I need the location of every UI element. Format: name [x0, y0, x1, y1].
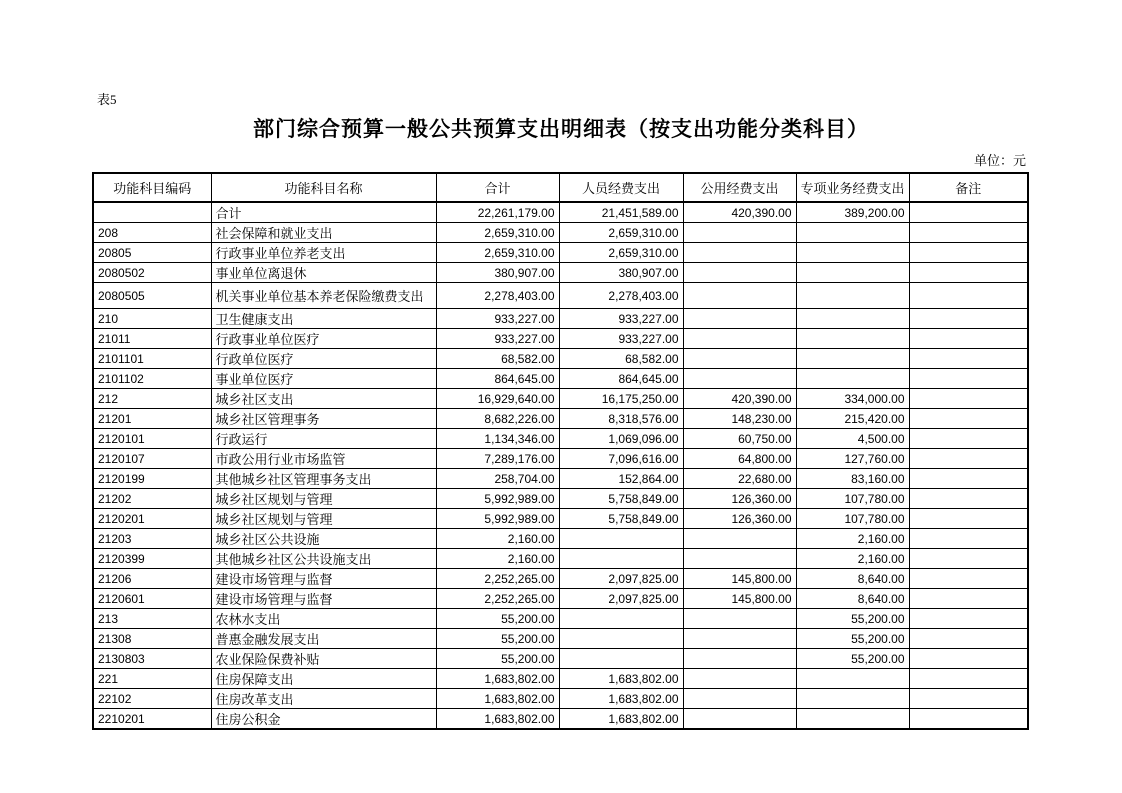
total-cell: 933,227.00 — [436, 309, 559, 329]
total-cell: 864,645.00 — [436, 369, 559, 389]
personnel-expense-cell: 68,582.00 — [559, 349, 683, 369]
public-expense-cell — [683, 283, 796, 309]
total-cell: 2,659,310.00 — [436, 223, 559, 243]
budget-table — [92, 172, 1029, 730]
total-cell: 380,907.00 — [436, 263, 559, 283]
special-expense-cell — [796, 309, 909, 329]
table-row — [93, 349, 1028, 369]
table-row — [93, 649, 1028, 669]
header-public-expense: 公用经费支出 — [683, 173, 796, 202]
public-expense-cell — [683, 689, 796, 709]
public-expense-cell — [683, 609, 796, 629]
code-cell — [93, 202, 211, 223]
total-cell: 2,252,265.00 — [436, 589, 559, 609]
public-expense-cell — [683, 369, 796, 389]
public-expense-cell — [683, 709, 796, 730]
total-cell: 2,160.00 — [436, 529, 559, 549]
header-personnel-expense: 人员经费支出 — [559, 173, 683, 202]
remarks-cell — [909, 589, 1028, 609]
personnel-expense-cell: 152,864.00 — [559, 469, 683, 489]
personnel-expense-cell: 380,907.00 — [559, 263, 683, 283]
name-cell: 农业保险保费补贴 — [211, 649, 436, 669]
public-expense-cell — [683, 263, 796, 283]
header-function-code: 功能科目编码 — [93, 173, 211, 202]
personnel-expense-cell: 1,683,802.00 — [559, 709, 683, 730]
special-expense-cell — [796, 329, 909, 349]
table-row — [93, 689, 1028, 709]
remarks-cell — [909, 449, 1028, 469]
total-cell: 16,929,640.00 — [436, 389, 559, 409]
total-cell: 55,200.00 — [436, 609, 559, 629]
code-cell: 2120199 — [93, 469, 211, 489]
name-cell: 住房保障支出 — [211, 669, 436, 689]
code-cell: 212 — [93, 389, 211, 409]
special-expense-cell: 127,760.00 — [796, 449, 909, 469]
personnel-expense-cell: 2,278,403.00 — [559, 283, 683, 309]
remarks-cell — [909, 669, 1028, 689]
public-expense-cell: 420,390.00 — [683, 389, 796, 409]
code-cell: 20805 — [93, 243, 211, 263]
header-special-expense: 专项业务经费支出 — [796, 173, 909, 202]
table-row — [93, 549, 1028, 569]
remarks-cell — [909, 369, 1028, 389]
personnel-expense-cell: 8,318,576.00 — [559, 409, 683, 429]
code-cell: 213 — [93, 609, 211, 629]
table-body — [93, 202, 1028, 729]
public-expense-cell — [683, 243, 796, 263]
remarks-cell — [909, 283, 1028, 309]
table-row — [93, 669, 1028, 689]
special-expense-cell: 389,200.00 — [796, 202, 909, 223]
public-expense-cell: 145,800.00 — [683, 589, 796, 609]
table-row — [93, 469, 1028, 489]
public-expense-cell: 64,800.00 — [683, 449, 796, 469]
remarks-cell — [909, 329, 1028, 349]
table-row — [93, 283, 1028, 309]
code-cell: 2120601 — [93, 589, 211, 609]
name-cell: 卫生健康支出 — [211, 309, 436, 329]
remarks-cell — [909, 549, 1028, 569]
name-cell: 社会保障和就业支出 — [211, 223, 436, 243]
personnel-expense-cell: 933,227.00 — [559, 309, 683, 329]
special-expense-cell: 8,640.00 — [796, 589, 909, 609]
special-expense-cell — [796, 669, 909, 689]
code-cell: 22102 — [93, 689, 211, 709]
remarks-cell — [909, 709, 1028, 730]
total-cell: 258,704.00 — [436, 469, 559, 489]
code-cell: 21206 — [93, 569, 211, 589]
total-cell: 8,682,226.00 — [436, 409, 559, 429]
public-expense-cell: 126,360.00 — [683, 489, 796, 509]
table-row — [93, 529, 1028, 549]
public-expense-cell: 60,750.00 — [683, 429, 796, 449]
special-expense-cell: 55,200.00 — [796, 629, 909, 649]
remarks-cell — [909, 223, 1028, 243]
name-cell: 其他城乡社区管理事务支出 — [211, 469, 436, 489]
special-expense-cell — [796, 369, 909, 389]
table-row — [93, 223, 1028, 243]
special-expense-cell: 55,200.00 — [796, 609, 909, 629]
name-cell: 住房改革支出 — [211, 689, 436, 709]
special-expense-cell: 8,640.00 — [796, 569, 909, 589]
public-expense-cell — [683, 669, 796, 689]
special-expense-cell: 2,160.00 — [796, 549, 909, 569]
remarks-cell — [909, 429, 1028, 449]
public-expense-cell — [683, 309, 796, 329]
code-cell: 2101102 — [93, 369, 211, 389]
remarks-cell — [909, 349, 1028, 369]
code-cell: 2120399 — [93, 549, 211, 569]
personnel-expense-cell: 2,097,825.00 — [559, 589, 683, 609]
name-cell: 行政事业单位医疗 — [211, 329, 436, 349]
public-expense-cell — [683, 649, 796, 669]
special-expense-cell: 215,420.00 — [796, 409, 909, 429]
table-row — [93, 263, 1028, 283]
personnel-expense-cell: 864,645.00 — [559, 369, 683, 389]
code-cell: 21202 — [93, 489, 211, 509]
total-cell: 7,289,176.00 — [436, 449, 559, 469]
total-cell: 5,992,989.00 — [436, 489, 559, 509]
header-remarks: 备注 — [909, 173, 1028, 202]
special-expense-cell — [796, 349, 909, 369]
total-cell: 2,252,265.00 — [436, 569, 559, 589]
name-cell: 行政运行 — [211, 429, 436, 449]
code-cell: 2120107 — [93, 449, 211, 469]
personnel-expense-cell: 1,683,802.00 — [559, 669, 683, 689]
table-header — [93, 173, 1028, 202]
table-row — [93, 709, 1028, 730]
public-expense-cell: 145,800.00 — [683, 569, 796, 589]
public-expense-cell — [683, 223, 796, 243]
special-expense-cell: 107,780.00 — [796, 509, 909, 529]
name-cell: 行政单位医疗 — [211, 349, 436, 369]
special-expense-cell: 4,500.00 — [796, 429, 909, 449]
personnel-expense-cell — [559, 609, 683, 629]
name-cell: 普惠金融发展支出 — [211, 629, 436, 649]
remarks-cell — [909, 243, 1028, 263]
table-row — [93, 629, 1028, 649]
total-cell: 1,683,802.00 — [436, 709, 559, 730]
code-cell: 21011 — [93, 329, 211, 349]
public-expense-cell: 22,680.00 — [683, 469, 796, 489]
code-cell: 2101101 — [93, 349, 211, 369]
public-expense-cell: 420,390.00 — [683, 202, 796, 223]
table-row — [93, 369, 1028, 389]
name-cell: 城乡社区规划与管理 — [211, 489, 436, 509]
name-cell: 事业单位离退休 — [211, 263, 436, 283]
personnel-expense-cell: 2,659,310.00 — [559, 243, 683, 263]
table-row — [93, 609, 1028, 629]
total-cell: 1,683,802.00 — [436, 689, 559, 709]
name-cell: 城乡社区规划与管理 — [211, 509, 436, 529]
table-row — [93, 489, 1028, 509]
name-cell: 建设市场管理与监督 — [211, 589, 436, 609]
personnel-expense-cell — [559, 629, 683, 649]
table-row — [93, 329, 1028, 349]
table-row — [93, 243, 1028, 263]
header-function-name: 功能科目名称 — [211, 173, 436, 202]
total-cell: 68,582.00 — [436, 349, 559, 369]
name-cell: 农林水支出 — [211, 609, 436, 629]
public-expense-cell — [683, 629, 796, 649]
special-expense-cell: 107,780.00 — [796, 489, 909, 509]
special-expense-cell — [796, 283, 909, 309]
special-expense-cell — [796, 243, 909, 263]
table-row — [93, 589, 1028, 609]
code-cell: 210 — [93, 309, 211, 329]
remarks-cell — [909, 309, 1028, 329]
table-row — [93, 389, 1028, 409]
code-cell: 2080502 — [93, 263, 211, 283]
remarks-cell — [909, 649, 1028, 669]
table-row — [93, 569, 1028, 589]
code-cell: 21308 — [93, 629, 211, 649]
table-row — [93, 509, 1028, 529]
personnel-expense-cell: 1,069,096.00 — [559, 429, 683, 449]
personnel-expense-cell: 933,227.00 — [559, 329, 683, 349]
special-expense-cell — [796, 709, 909, 730]
name-cell: 事业单位医疗 — [211, 369, 436, 389]
table-row — [93, 202, 1028, 223]
public-expense-cell: 126,360.00 — [683, 509, 796, 529]
code-cell: 2120101 — [93, 429, 211, 449]
personnel-expense-cell: 2,659,310.00 — [559, 223, 683, 243]
name-cell: 建设市场管理与监督 — [211, 569, 436, 589]
personnel-expense-cell: 5,758,849.00 — [559, 509, 683, 529]
personnel-expense-cell: 7,096,616.00 — [559, 449, 683, 469]
personnel-expense-cell — [559, 529, 683, 549]
total-cell: 5,992,989.00 — [436, 509, 559, 529]
name-cell: 城乡社区支出 — [211, 389, 436, 409]
remarks-cell — [909, 263, 1028, 283]
special-expense-cell — [796, 223, 909, 243]
page-title: 部门综合预算一般公共预算支出明细表（按支出功能分类科目） — [253, 117, 869, 141]
code-cell: 2210201 — [93, 709, 211, 730]
name-cell: 行政事业单位养老支出 — [211, 243, 436, 263]
personnel-expense-cell: 16,175,250.00 — [559, 389, 683, 409]
code-cell: 2080505 — [93, 283, 211, 309]
remarks-cell — [909, 389, 1028, 409]
remarks-cell — [909, 609, 1028, 629]
header-row — [93, 173, 1028, 202]
total-cell: 1,683,802.00 — [436, 669, 559, 689]
code-cell: 208 — [93, 223, 211, 243]
personnel-expense-cell — [559, 549, 683, 569]
table-row — [93, 309, 1028, 329]
table-number-label: 表5 — [97, 92, 117, 107]
name-cell: 城乡社区公共设施 — [211, 529, 436, 549]
personnel-expense-cell: 21,451,589.00 — [559, 202, 683, 223]
code-cell: 221 — [93, 669, 211, 689]
unit-note: 单位：元 — [973, 153, 1026, 168]
remarks-cell — [909, 202, 1028, 223]
name-cell: 城乡社区管理事务 — [211, 409, 436, 429]
header-total: 合计 — [436, 173, 559, 202]
total-cell: 55,200.00 — [436, 649, 559, 669]
name-cell: 市政公用行业市场监管 — [211, 449, 436, 469]
total-cell: 1,134,346.00 — [436, 429, 559, 449]
special-expense-cell — [796, 263, 909, 283]
name-cell: 合计 — [211, 202, 436, 223]
personnel-expense-cell: 1,683,802.00 — [559, 689, 683, 709]
name-cell: 其他城乡社区公共设施支出 — [211, 549, 436, 569]
remarks-cell — [909, 509, 1028, 529]
remarks-cell — [909, 489, 1028, 509]
remarks-cell — [909, 569, 1028, 589]
special-expense-cell: 55,200.00 — [796, 649, 909, 669]
table-row — [93, 429, 1028, 449]
remarks-cell — [909, 469, 1028, 489]
personnel-expense-cell — [559, 649, 683, 669]
public-expense-cell: 148,230.00 — [683, 409, 796, 429]
remarks-cell — [909, 689, 1028, 709]
special-expense-cell: 334,000.00 — [796, 389, 909, 409]
public-expense-cell — [683, 549, 796, 569]
code-cell: 21203 — [93, 529, 211, 549]
special-expense-cell: 83,160.00 — [796, 469, 909, 489]
code-cell: 2120201 — [93, 509, 211, 529]
public-expense-cell — [683, 529, 796, 549]
personnel-expense-cell: 2,097,825.00 — [559, 569, 683, 589]
name-cell: 住房公积金 — [211, 709, 436, 730]
table-row — [93, 449, 1028, 469]
total-cell: 2,160.00 — [436, 549, 559, 569]
remarks-cell — [909, 529, 1028, 549]
remarks-cell — [909, 409, 1028, 429]
remarks-cell — [909, 629, 1028, 649]
total-cell: 933,227.00 — [436, 329, 559, 349]
total-cell: 2,278,403.00 — [436, 283, 559, 309]
public-expense-cell — [683, 329, 796, 349]
name-cell: 机关事业单位基本养老保险缴费支出 — [211, 283, 436, 309]
code-cell: 2130803 — [93, 649, 211, 669]
public-expense-cell — [683, 349, 796, 369]
total-cell: 2,659,310.00 — [436, 243, 559, 263]
table-row — [93, 409, 1028, 429]
total-cell: 55,200.00 — [436, 629, 559, 649]
total-cell: 22,261,179.00 — [436, 202, 559, 223]
special-expense-cell — [796, 689, 909, 709]
code-cell: 21201 — [93, 409, 211, 429]
personnel-expense-cell: 5,758,849.00 — [559, 489, 683, 509]
special-expense-cell: 2,160.00 — [796, 529, 909, 549]
